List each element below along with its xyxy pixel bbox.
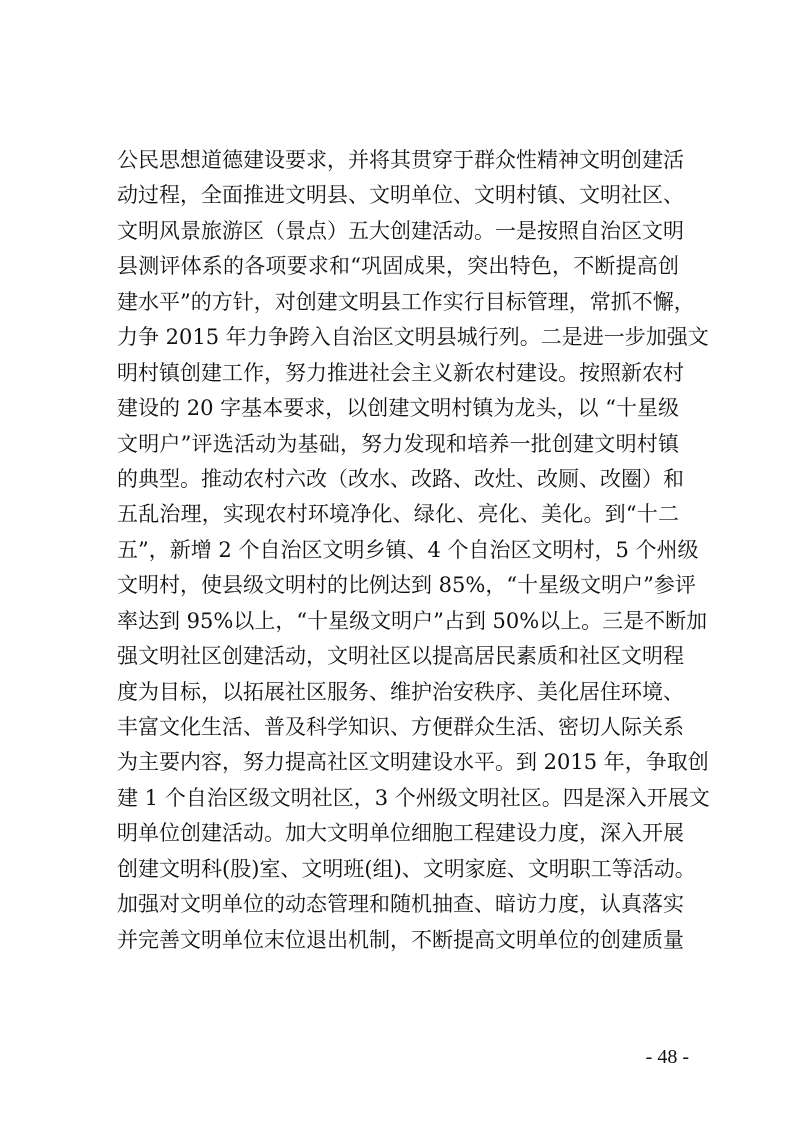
text-line: 明村镇创建工作，努力推进社会主义新农村建设。按照新农村 <box>117 360 684 385</box>
text-line: 丰富文化生活、普及科学知识、方便群众生活、密切人际关系 <box>117 715 684 739</box>
text-line: 的典型。推动农村六改（改水、改路、改灶、改厕、改圈）和 <box>117 466 684 491</box>
text-line: 文明村，使县级文明村的比例达到 85%，“十星级文明户”参评 <box>117 573 696 598</box>
text-line: 明单位创建活动。加大文明单位细胞工程建设力度，深入开展 <box>117 821 684 846</box>
text-line: 并完善文明单位末位退出机制，不断提高文明单位的创建质量 <box>117 927 684 952</box>
text-line: 率达到 95%以上，“十星级文明户”占到 50%以上。三是不断加 <box>117 608 708 633</box>
page-number: - 48 - <box>645 1046 689 1068</box>
text-line: 公民思想道德建设要求，并将其贯穿于群众性精神文明创建活 <box>117 148 684 172</box>
text-line: 文明风景旅游区（景点）五大创建活动。一是按照自治区文明 <box>117 218 684 243</box>
text-line: 建设的 20 字基本要求，以创建文明村镇为龙头，以 “十星级 <box>117 396 679 421</box>
text-line: 强文明社区创建活动，文明社区以提高居民素质和社区文明程 <box>117 644 684 669</box>
text-line: 建水平”的方针，对创建文明县工作实行目标管理，常抓不懈， <box>117 289 695 314</box>
text-line: 建 1 个自治区级文明社区，3 个州级文明社区。四是深入开展文 <box>117 785 710 810</box>
text-line: 创建文明科(股)室、文明班(组)、文明家庭、文明职工等活动。 <box>117 856 696 881</box>
text-line: 度为目标，以拓展社区服务、维护治安秩序、美化居住环境、 <box>117 679 684 704</box>
text-line: 五”，新增 2 个自治区文明乡镇、4 个自治区文明村，5 个州级 <box>117 537 699 562</box>
body-text <box>117 143 710 958</box>
text-line: 文明户”评选活动为基础，努力发现和培养一批创建文明村镇 <box>117 431 679 456</box>
text-line: 县测评体系的各项要求和“巩固成果，突出特色，不断提高创 <box>117 254 679 279</box>
text-line: 为主要内容，努力提高社区文明建设水平。到 2015 年，争取创 <box>117 750 709 775</box>
text-line: 五乱治理，实现农村环境净化、绿化、亮化、美化。到“十二 <box>117 502 679 527</box>
text-line: 加强对文明单位的动态管理和随机抽查、暗访力度，认真落实 <box>117 892 684 917</box>
text-line: 动过程，全面推进文明县、文明单位、文明村镇、文明社区、 <box>117 183 684 208</box>
text-line: 力争 2015 年力争跨入自治区文明县城行列。二是进一步加强文 <box>117 325 709 350</box>
